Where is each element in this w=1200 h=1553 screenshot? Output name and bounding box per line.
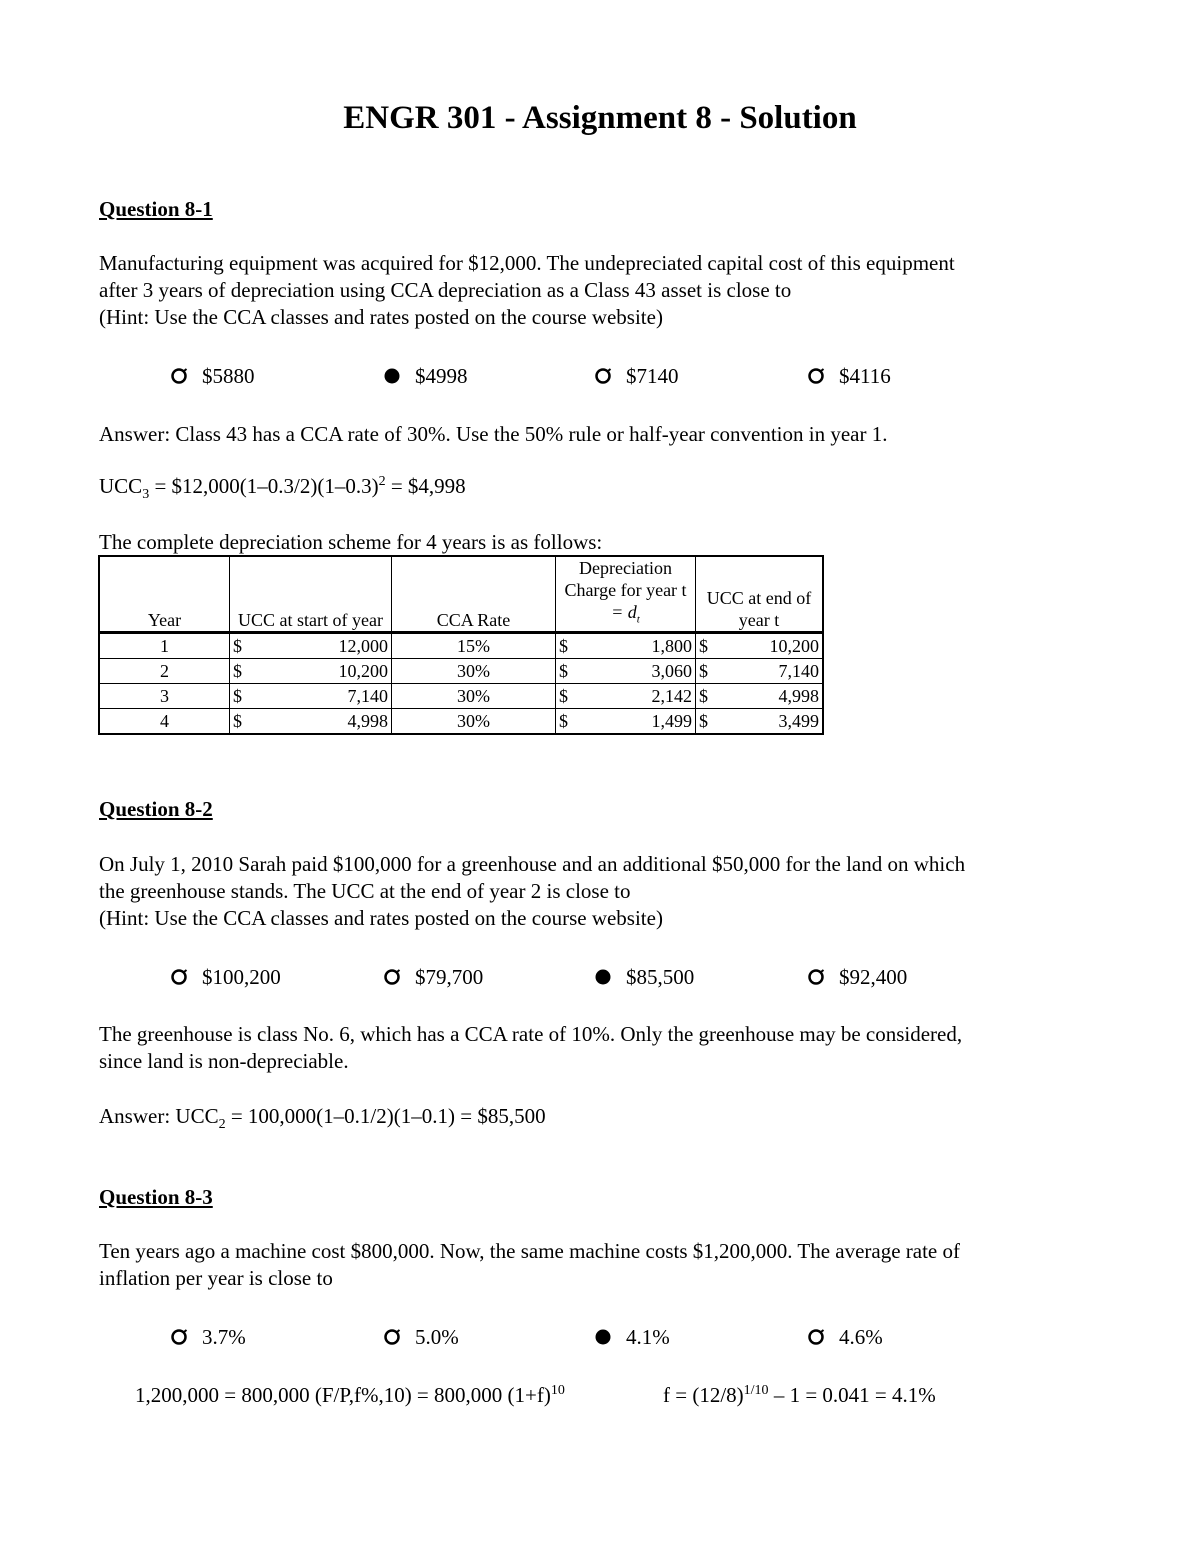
equation-part: Answer: UCC [99, 1104, 219, 1128]
question-2-line: (Hint: Use the CCA classes and rates posted on the course website) [99, 906, 663, 930]
equation-part: f = (12/8) [663, 1383, 744, 1407]
cell-value: 10,200 [338, 660, 388, 681]
equation-part: UCC [99, 474, 143, 498]
table-row [99, 658, 823, 683]
currency-symbol: $ [233, 685, 242, 706]
question-3-option-d[interactable] [807, 1325, 883, 1350]
cell-ucc-end [696, 683, 824, 708]
radio-empty-icon[interactable] [807, 367, 825, 385]
question-3-line: Ten years ago a machine cost $800,000. Now, the same machine costs $1,200,000. The average rate of [99, 1239, 960, 1263]
option-label: 3.7% [202, 1325, 246, 1349]
currency-symbol: $ [559, 660, 568, 681]
question-1-line: Manufacturing equipment was acquired for $12,000. The undepreciated capital cost of this equipment [99, 251, 955, 275]
explanation-line: since land is non-depreciable. [99, 1049, 349, 1073]
header-ucc-end: UCC at end of year t [696, 556, 824, 632]
question-1-line: (Hint: Use the CCA classes and rates posted on the course website) [99, 305, 663, 329]
equation-part: = 100,000(1–0.1/2)(1–0.1) = $85,500 [225, 1104, 546, 1128]
question-2-heading: Question 8-2 [99, 797, 213, 821]
question-2-line: On July 1, 2010 Sarah paid $100,000 for a greenhouse and an additional $50,000 for the land on which [99, 852, 966, 876]
radio-empty-icon[interactable] [170, 367, 188, 385]
header-text: = d [611, 602, 637, 622]
currency-symbol: $ [233, 635, 242, 656]
cell-year: 2 [99, 658, 230, 683]
question-3-options [0, 1325, 1200, 1355]
cell-value: 4,998 [347, 710, 388, 731]
equation-superscript: 10 [550, 1383, 565, 1398]
cell-value: 12,000 [338, 635, 388, 656]
header-ucc-start: UCC at start of year [230, 556, 392, 632]
option-label: $4116 [839, 364, 891, 388]
cell-value: 3,060 [651, 660, 692, 681]
explanation-line: The greenhouse is class No. 6, which has a CCA rate of 10%. Only the greenhouse may be considered, [99, 1022, 963, 1046]
answer-line: Answer: Class 43 has a CCA rate of 30%. Use the 50% rule or half-year convention in year 1. [99, 422, 888, 446]
header-line [559, 601, 692, 631]
cell-ucc-start [230, 658, 392, 683]
cell-value: 10,200 [769, 635, 819, 656]
scheme-intro-line: The complete depreciation scheme for 4 years is as follows: [99, 530, 603, 554]
equation-superscript: 2 [378, 474, 386, 489]
question-1-heading: Question 8-1 [99, 197, 213, 221]
option-label: 4.6% [839, 1325, 883, 1349]
header-depreciation [556, 556, 696, 632]
cell-value: 2,142 [651, 685, 692, 706]
question-2-option-d[interactable] [807, 965, 907, 990]
currency-symbol: $ [699, 710, 708, 731]
cell-depreciation [556, 708, 696, 734]
question-3-equation-2 [663, 1383, 936, 1408]
equation-superscript: 1/10 [743, 1383, 769, 1398]
table-row [99, 708, 823, 734]
radio-empty-icon[interactable] [383, 968, 401, 986]
radio-filled-icon[interactable] [594, 1328, 612, 1346]
page-title: ENGR 301 - Assignment 8 - Solution [343, 100, 857, 136]
option-label: $5880 [202, 364, 255, 388]
question-1-option-d[interactable] [807, 364, 891, 389]
cell-rate: 30% [392, 708, 556, 734]
cell-rate: 30% [392, 658, 556, 683]
question-3-option-b[interactable] [383, 1325, 459, 1350]
header-year: Year [99, 556, 230, 632]
cell-ucc-start [230, 683, 392, 708]
option-label: $92,400 [839, 965, 908, 989]
equation-part: 1,200,000 = 800,000 (F/P,f%,10) = 800,000 (1+f) [135, 1383, 551, 1407]
cell-year: 1 [99, 632, 230, 658]
currency-symbol: $ [699, 635, 708, 656]
cell-value: 1,800 [651, 635, 692, 656]
equation-part: – 1 = 0.041 = 4.1% [768, 1383, 936, 1407]
equation-subscript: 2 [218, 1117, 226, 1133]
option-label: $7140 [626, 364, 679, 388]
question-1-option-a[interactable] [170, 364, 255, 389]
equation-subscript: 3 [142, 487, 150, 503]
radio-empty-icon[interactable] [170, 1328, 188, 1346]
radio-empty-icon[interactable] [383, 1328, 401, 1346]
depreciation-table [98, 555, 824, 735]
question-1-option-c[interactable] [594, 364, 679, 389]
question-3-option-a[interactable] [170, 1325, 246, 1350]
question-1-answer [99, 421, 1099, 448]
cell-value: 7,140 [347, 685, 388, 706]
question-3-text [99, 1238, 1099, 1292]
question-2-options [0, 965, 1200, 995]
cell-depreciation [556, 658, 696, 683]
radio-empty-icon[interactable] [170, 968, 188, 986]
currency-symbol: $ [699, 685, 708, 706]
question-1-options [0, 364, 1200, 394]
option-label: 4.1% [626, 1325, 670, 1349]
cell-value: 4,998 [778, 685, 819, 706]
cell-value: 3,499 [778, 710, 819, 731]
option-label: $100,200 [202, 965, 281, 989]
radio-empty-icon[interactable] [594, 367, 612, 385]
currency-symbol: $ [233, 660, 242, 681]
cell-ucc-end [696, 708, 824, 734]
question-1-option-b[interactable] [383, 364, 468, 389]
scheme-intro [99, 529, 1099, 556]
option-label: $85,500 [626, 965, 695, 989]
header-cca-rate: CCA Rate [392, 556, 556, 632]
question-1-equation [99, 474, 466, 503]
question-3-option-c[interactable] [594, 1325, 670, 1350]
option-label: $4998 [415, 364, 468, 388]
currency-symbol: $ [699, 660, 708, 681]
cell-value: 7,140 [778, 660, 819, 681]
radio-empty-icon[interactable] [807, 968, 825, 986]
question-2-explanation [99, 1021, 1099, 1075]
cell-year: 4 [99, 708, 230, 734]
currency-symbol: $ [559, 635, 568, 656]
radio-empty-icon[interactable] [807, 1328, 825, 1346]
cell-ucc-end [696, 632, 824, 658]
question-3-line: inflation per year is close to [99, 1266, 333, 1290]
radio-filled-icon[interactable] [383, 367, 401, 385]
question-2-text [99, 851, 1099, 932]
table-row [99, 683, 823, 708]
question-2-answer [99, 1104, 546, 1133]
cell-depreciation [556, 683, 696, 708]
cell-value: 1,499 [651, 710, 692, 731]
cell-ucc-start [230, 708, 392, 734]
cell-year: 3 [99, 683, 230, 708]
currency-symbol: $ [233, 710, 242, 731]
equation-part: = $12,000(1–0.3/2)(1–0.3) [149, 474, 379, 498]
header-line: Charge for year t [564, 580, 687, 600]
question-2-option-b[interactable] [383, 965, 483, 990]
table-row [99, 632, 823, 658]
currency-symbol: $ [559, 710, 568, 731]
radio-filled-icon[interactable] [594, 968, 612, 986]
question-3-heading: Question 8-3 [99, 1185, 213, 1209]
header-line: Depreciation [579, 558, 672, 578]
question-2-option-a[interactable] [170, 965, 281, 990]
cell-rate: 30% [392, 683, 556, 708]
question-1-text [99, 250, 1099, 331]
cell-depreciation [556, 632, 696, 658]
question-2-line: the greenhouse stands. The UCC at the end of year 2 is close to [99, 879, 631, 903]
currency-symbol: $ [559, 685, 568, 706]
option-label: 5.0% [415, 1325, 459, 1349]
equation-part: = $4,998 [385, 474, 466, 498]
header-subscript: t [636, 613, 640, 626]
cell-ucc-start [230, 632, 392, 658]
question-3-equation-1 [135, 1383, 565, 1408]
question-2-option-c[interactable] [594, 965, 694, 990]
cell-rate: 15% [392, 632, 556, 658]
cell-ucc-end [696, 658, 824, 683]
question-1-line: after 3 years of depreciation using CCA depreciation as a Class 43 asset is close to [99, 278, 792, 302]
option-label: $79,700 [415, 965, 484, 989]
